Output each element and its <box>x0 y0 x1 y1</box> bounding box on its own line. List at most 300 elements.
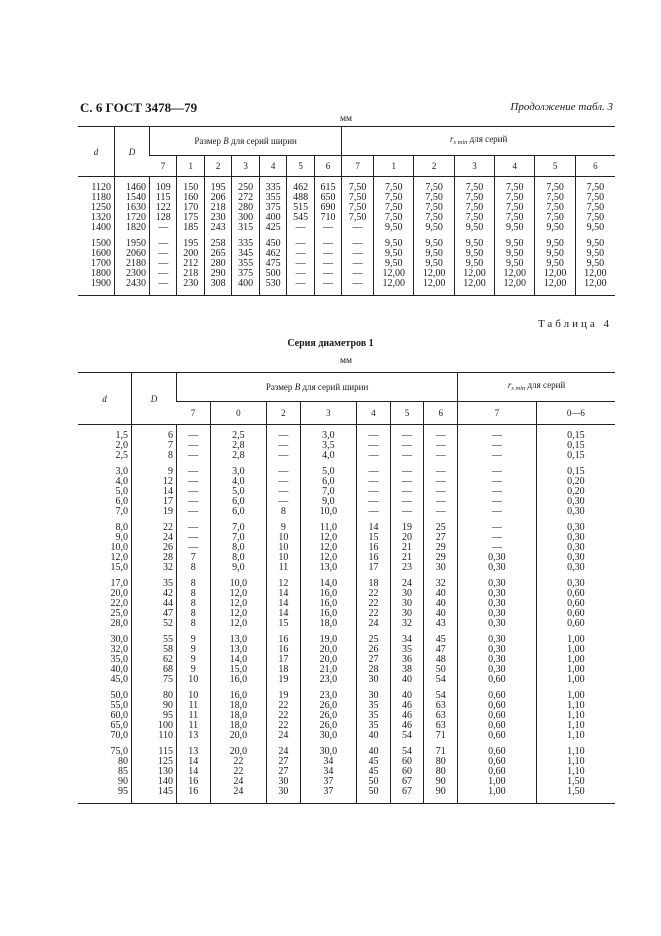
col-d-header: d <box>78 127 115 177</box>
table-row <box>78 523 615 533</box>
table-cell: 515 <box>287 203 314 213</box>
table-row <box>78 701 615 711</box>
table-cell: 530 <box>259 279 286 289</box>
B-series-header: 0 <box>210 402 267 425</box>
table-cell: — <box>267 497 301 507</box>
table-cell: 3,0 <box>210 467 267 477</box>
table-cell: 18 <box>357 579 391 589</box>
table-cell: 9,50 <box>575 239 615 249</box>
table-cell: 35 <box>390 645 424 655</box>
table-cell: 12,0 <box>300 533 357 543</box>
table-cell: — <box>458 441 537 451</box>
table-cell: 12,00 <box>414 269 454 279</box>
table-cell: 175 <box>177 213 204 223</box>
table-cell: 230 <box>204 213 231 223</box>
table-cell: 14 <box>357 523 391 533</box>
table-cell: 14 <box>177 757 211 767</box>
table-cell: — <box>390 467 424 477</box>
table-cell: 23,0 <box>300 675 357 685</box>
table-cell: 258 <box>204 239 231 249</box>
table-cell: — <box>267 487 301 497</box>
spacer-cell <box>458 797 537 804</box>
table-cell: 2,8 <box>210 441 267 451</box>
table-cell: 9 <box>177 665 211 675</box>
r-series-header: 1 <box>374 156 414 177</box>
table-cell: 272 <box>232 193 259 203</box>
table-cell: 0,30 <box>536 523 615 533</box>
table-cell: 7,50 <box>374 203 414 213</box>
table-cell: 1,00 <box>536 655 615 665</box>
table-cell: 9 <box>132 467 177 477</box>
table-cell: 22 <box>267 721 301 731</box>
table-cell: 7,50 <box>374 183 414 193</box>
table-cell: 0,30 <box>536 507 615 517</box>
table-cell: 16,0 <box>210 675 267 685</box>
table-cell: 8,0 <box>115 522 128 533</box>
table-cell: 7,0 <box>210 533 267 543</box>
table-cell: 0,20 <box>536 487 615 497</box>
B-series-header: 3 <box>232 156 259 177</box>
table-cell: 95 <box>132 711 177 721</box>
table-cell: 8,0 <box>210 543 267 553</box>
table-cell: 7,50 <box>342 193 374 203</box>
table-cell: 7,50 <box>495 183 535 193</box>
table-cell: 17 <box>267 655 301 665</box>
table-cell: 0,30 <box>458 645 537 655</box>
table-cell: 14 <box>132 487 177 497</box>
table-cell: 12,00 <box>495 279 535 289</box>
table-cell: — <box>177 497 211 507</box>
spacer-cell <box>287 289 314 296</box>
table-cell: 50 <box>357 787 391 797</box>
table-cell: 18,0 <box>210 711 267 721</box>
table-cell: 44 <box>132 599 177 609</box>
table-cell: 16 <box>177 777 211 787</box>
table-cell: 1,00 <box>458 787 537 797</box>
table-cell: 475 <box>259 259 286 269</box>
table-cell: 115 <box>132 747 177 757</box>
table-cell: — <box>314 269 341 279</box>
table-cell: 9,50 <box>414 249 454 259</box>
table-cell: 47 <box>424 645 458 655</box>
r-group-header: $r_{s min}$ для серий <box>342 127 615 156</box>
B-series-header: 6 <box>314 156 341 177</box>
table-cell: 6,0 <box>210 507 267 517</box>
table-cell: 1700 <box>91 258 111 269</box>
table-cell: 0,60 <box>458 731 537 741</box>
table-cell: 22,0 <box>110 598 128 609</box>
table-cell: 9 <box>177 635 211 645</box>
table-cell: 0,30 <box>458 635 537 645</box>
table-cell: 42 <box>132 589 177 599</box>
table-cell: — <box>424 497 458 507</box>
table-cell: 400 <box>232 279 259 289</box>
table-cell: 55,0 <box>110 700 128 711</box>
table-cell: 16 <box>357 543 391 553</box>
table-cell: 12,0 <box>210 619 267 629</box>
table-cell: 9,0 <box>210 563 267 573</box>
table-cell: 7,50 <box>575 193 615 203</box>
table-cell: 9,50 <box>374 239 414 249</box>
table-cell: 12,00 <box>374 279 414 289</box>
table-row <box>78 731 615 741</box>
table-cell: 9,50 <box>374 249 414 259</box>
table-cell: 450 <box>259 239 286 249</box>
table-cell: 290 <box>204 269 231 279</box>
table-cell: 0,30 <box>458 665 537 675</box>
table-cell: — <box>150 279 177 289</box>
table-cell: 7,50 <box>535 183 575 193</box>
table-cell: 1180 <box>91 192 111 203</box>
table-row <box>78 553 615 563</box>
table-cell: 18,0 <box>210 701 267 711</box>
table-cell: 1,00 <box>536 665 615 675</box>
table-cell: 1,10 <box>536 711 615 721</box>
table-cell: 10 <box>267 533 301 543</box>
table-cell: 38 <box>390 665 424 675</box>
table-cell: 7,50 <box>374 193 414 203</box>
table-cell: 7,50 <box>414 213 454 223</box>
table-cell: 25 <box>357 635 391 645</box>
table-row <box>78 497 615 507</box>
table-cell: 355 <box>259 193 286 203</box>
spacer-cell <box>177 289 204 296</box>
spacer-cell <box>115 289 150 296</box>
B-series-header: 4 <box>357 402 391 425</box>
col-D-header: D <box>132 373 177 425</box>
table-cell: 0,60 <box>536 599 615 609</box>
table-cell: — <box>424 507 458 517</box>
table-cell: 2060 <box>115 249 150 259</box>
table-cell: 195 <box>177 239 204 249</box>
table-cell: 95 <box>118 786 128 797</box>
table-cell: 16,0 <box>300 599 357 609</box>
table-cell: — <box>287 223 314 233</box>
table-cell: 24 <box>357 619 391 629</box>
table-cell: 26,0 <box>300 721 357 731</box>
table-cell: — <box>150 223 177 233</box>
table-cell: 9,50 <box>454 223 494 233</box>
table-cell: 1,50 <box>536 787 615 797</box>
table-row <box>78 441 615 451</box>
table-cell: 0,30 <box>536 579 615 589</box>
table-cell: 26,0 <box>300 711 357 721</box>
table-row <box>78 279 615 289</box>
table-cell: — <box>357 451 391 461</box>
table-cell: 710 <box>314 213 341 223</box>
table-cell: 0,30 <box>458 599 537 609</box>
table-cell: 6,0 <box>115 496 128 507</box>
table-cell: 1,10 <box>536 731 615 741</box>
table-cell: 12,0 <box>300 543 357 553</box>
table-cell: 0,15 <box>536 467 615 477</box>
table-cell: — <box>342 279 374 289</box>
spacer-cell <box>424 797 458 804</box>
B-group-header: Размер B для серий ширин <box>150 127 342 156</box>
spacer-cell <box>414 289 454 296</box>
table-cell: 7,50 <box>575 203 615 213</box>
table-cell: 140 <box>132 777 177 787</box>
table-cell: — <box>177 507 211 517</box>
table-cell: 9,50 <box>374 223 414 233</box>
table-cell: 462 <box>287 183 314 193</box>
table-cell: 40 <box>390 675 424 685</box>
table-cell: 16,0 <box>300 609 357 619</box>
table-cell: 9,50 <box>454 249 494 259</box>
table-cell: 0,30 <box>458 589 537 599</box>
table-cell: 18 <box>267 665 301 675</box>
table-cell: 7,50 <box>454 183 494 193</box>
B-series-header: 7 <box>177 402 211 425</box>
table-cell: 425 <box>259 223 286 233</box>
table-cell: 8 <box>177 619 211 629</box>
table-cell: 1400 <box>91 222 111 233</box>
table-cell: 19 <box>390 523 424 533</box>
table-cell: 9 <box>267 523 301 533</box>
table-cell: 16,0 <box>210 691 267 701</box>
table-cell: 212 <box>177 259 204 269</box>
table-cell: — <box>267 477 301 487</box>
table-cell: 20,0 <box>210 731 267 741</box>
table-cell: 23 <box>390 563 424 573</box>
table-cell: 6,0 <box>300 477 357 487</box>
table-cell: 545 <box>287 213 314 223</box>
table-cell: 7,0 <box>115 506 128 517</box>
table-cell: 7,50 <box>374 213 414 223</box>
table-cell: 280 <box>204 259 231 269</box>
table-row <box>78 451 615 461</box>
table-cell: 243 <box>204 223 231 233</box>
r-series-header: 6 <box>575 156 615 177</box>
table-cell: 1950 <box>115 239 150 249</box>
table-cell: — <box>458 507 537 517</box>
table-cell: 12,00 <box>535 269 575 279</box>
spacer-cell <box>78 797 132 804</box>
table-cell: — <box>150 239 177 249</box>
table-cell: 11 <box>177 701 211 711</box>
table-cell: 335 <box>232 239 259 249</box>
table-cell: 75,0 <box>110 746 128 757</box>
table-cell: — <box>267 467 301 477</box>
table-cell: 12 <box>132 477 177 487</box>
table-cell: 0,60 <box>536 589 615 599</box>
table-cell: 3,0 <box>300 431 357 441</box>
table-cell: 13,0 <box>210 635 267 645</box>
table-cell: 8 <box>177 563 211 573</box>
table-cell: 185 <box>177 223 204 233</box>
table-cell: 14,0 <box>300 579 357 589</box>
table-cell: 45 <box>357 757 391 767</box>
table-cell: — <box>458 533 537 543</box>
table-row <box>78 665 615 675</box>
table-cell: 12,00 <box>535 279 575 289</box>
table-cell: — <box>287 239 314 249</box>
table-cell: 65,0 <box>110 720 128 731</box>
table-cell: 1,00 <box>536 635 615 645</box>
table-cell: 7,50 <box>342 183 374 193</box>
table-cell: 4,0 <box>115 476 128 487</box>
spacer-cell <box>342 289 374 296</box>
table-cell: 230 <box>177 279 204 289</box>
table-cell: 12,0 <box>110 552 128 563</box>
table-cell: — <box>458 487 537 497</box>
table-cell: 22 <box>357 599 391 609</box>
table-cell: 16 <box>267 645 301 655</box>
table-cell: 10,0 <box>110 542 128 553</box>
table-cell: 1460 <box>115 183 150 193</box>
table-cell: 11 <box>177 711 211 721</box>
table-cell: 9,50 <box>535 259 575 269</box>
table-cell: 7,50 <box>414 183 454 193</box>
table-cell: — <box>424 477 458 487</box>
table-cell: 40 <box>390 691 424 701</box>
table-cell: 1600 <box>91 248 111 259</box>
table-cell: 12,0 <box>210 599 267 609</box>
table-cell: 35,0 <box>110 654 128 665</box>
table-cell: 62 <box>132 655 177 665</box>
spacer-cell <box>374 289 414 296</box>
table-cell: 27 <box>357 655 391 665</box>
table-cell: — <box>357 477 391 487</box>
table-row <box>78 619 615 629</box>
table-cell: 26 <box>132 543 177 553</box>
table-cell: 48 <box>424 655 458 665</box>
table-cell: 280 <box>232 203 259 213</box>
table-cell: 308 <box>204 279 231 289</box>
table-cell: 8,0 <box>210 553 267 563</box>
col-d-header: d <box>78 373 132 425</box>
table-cell: 0,30 <box>536 497 615 507</box>
table-cell: 0,30 <box>458 655 537 665</box>
table-cell: 25,0 <box>110 608 128 619</box>
spacer-cell <box>495 289 535 296</box>
table-cell: 52 <box>132 619 177 629</box>
table-cell: — <box>177 533 211 543</box>
table-cell: 1,10 <box>536 767 615 777</box>
table-cell: — <box>458 497 537 507</box>
table-cell: 35 <box>132 579 177 589</box>
table-cell: 30 <box>424 563 458 573</box>
table-cell: 7,50 <box>535 203 575 213</box>
table-cell: 24 <box>390 579 424 589</box>
table-cell: 9,50 <box>414 223 454 233</box>
table-cell: 40 <box>424 589 458 599</box>
table-cell: 16 <box>177 787 211 797</box>
spacer-cell <box>259 289 286 296</box>
table-cell: 32,0 <box>110 644 128 655</box>
table-3-body <box>78 177 615 296</box>
table-cell: 35 <box>357 701 391 711</box>
table-cell: 23,0 <box>300 691 357 701</box>
table-cell: 10 <box>177 691 211 701</box>
table-cell: 2,0 <box>115 440 128 451</box>
table-cell: 60 <box>390 757 424 767</box>
table-cell: 1720 <box>115 213 150 223</box>
table-cell: — <box>357 441 391 451</box>
table-cell: 0,60 <box>458 757 537 767</box>
table-cell: — <box>458 431 537 441</box>
table-cell: 150 <box>177 183 204 193</box>
group-spacer <box>78 797 615 804</box>
table-cell: 29 <box>424 543 458 553</box>
table-cell: 27 <box>267 757 301 767</box>
table-cell: 2300 <box>115 269 150 279</box>
table-cell: 60 <box>390 767 424 777</box>
table-cell: 7,50 <box>575 183 615 193</box>
table-cell: 14 <box>267 599 301 609</box>
table-row <box>78 543 615 553</box>
table-cell: 1,00 <box>536 691 615 701</box>
table-row <box>78 645 615 655</box>
table-cell: 9,0 <box>115 532 128 543</box>
table-cell: 22 <box>210 767 267 777</box>
table-cell: 18,0 <box>210 721 267 731</box>
table-cell: 30 <box>390 609 424 619</box>
table-cell: 1,00 <box>536 675 615 685</box>
table-cell: 20,0 <box>210 747 267 757</box>
table-cell: 32 <box>424 579 458 589</box>
table-cell: 30,0 <box>300 747 357 757</box>
table-cell: — <box>390 431 424 441</box>
table-cell: 9 <box>177 655 211 665</box>
table-cell: 7,50 <box>454 193 494 203</box>
table-cell: 7,50 <box>414 193 454 203</box>
table-cell: 9,50 <box>495 249 535 259</box>
table-cell: 5,0 <box>115 486 128 497</box>
table-cell: 0,60 <box>458 747 537 757</box>
table-cell: 10 <box>267 553 301 563</box>
table-cell: 71 <box>424 731 458 741</box>
table-row <box>78 487 615 497</box>
table-cell: — <box>177 543 211 553</box>
table-cell: 170 <box>177 203 204 213</box>
table-cell: 34 <box>300 757 357 767</box>
table-cell: 67 <box>390 777 424 787</box>
table-cell: 20,0 <box>300 655 357 665</box>
table-cell: 21,0 <box>300 665 357 675</box>
table-cell: 7 <box>132 441 177 451</box>
table-cell: 32 <box>390 619 424 629</box>
table-cell: 50 <box>357 777 391 787</box>
table-cell: 90 <box>424 777 458 787</box>
table-cell: 28 <box>132 553 177 563</box>
table-cell: 0,60 <box>458 711 537 721</box>
B-series-header: 2 <box>267 402 301 425</box>
table-cell: 90 <box>118 776 128 787</box>
B-series-header: 6 <box>424 402 458 425</box>
table-cell: 300 <box>232 213 259 223</box>
table-cell: — <box>267 451 301 461</box>
table-row <box>78 467 615 477</box>
table-cell: 160 <box>177 193 204 203</box>
table-cell: — <box>390 451 424 461</box>
table-cell: 1540 <box>115 193 150 203</box>
table-cell: 30 <box>357 675 391 685</box>
table-cell: 24 <box>267 747 301 757</box>
table-cell: 80 <box>118 756 128 767</box>
table-cell: 40 <box>424 599 458 609</box>
table-cell: — <box>458 543 537 553</box>
table-cell: 0,60 <box>458 701 537 711</box>
group-spacer <box>78 289 615 296</box>
table-cell: 500 <box>259 269 286 279</box>
table-cell: 17 <box>132 497 177 507</box>
table-cell: 11 <box>267 563 301 573</box>
table-cell: 12 <box>267 579 301 589</box>
table-cell: 67 <box>390 787 424 797</box>
table-cell: — <box>150 269 177 279</box>
table-cell: — <box>177 451 211 461</box>
